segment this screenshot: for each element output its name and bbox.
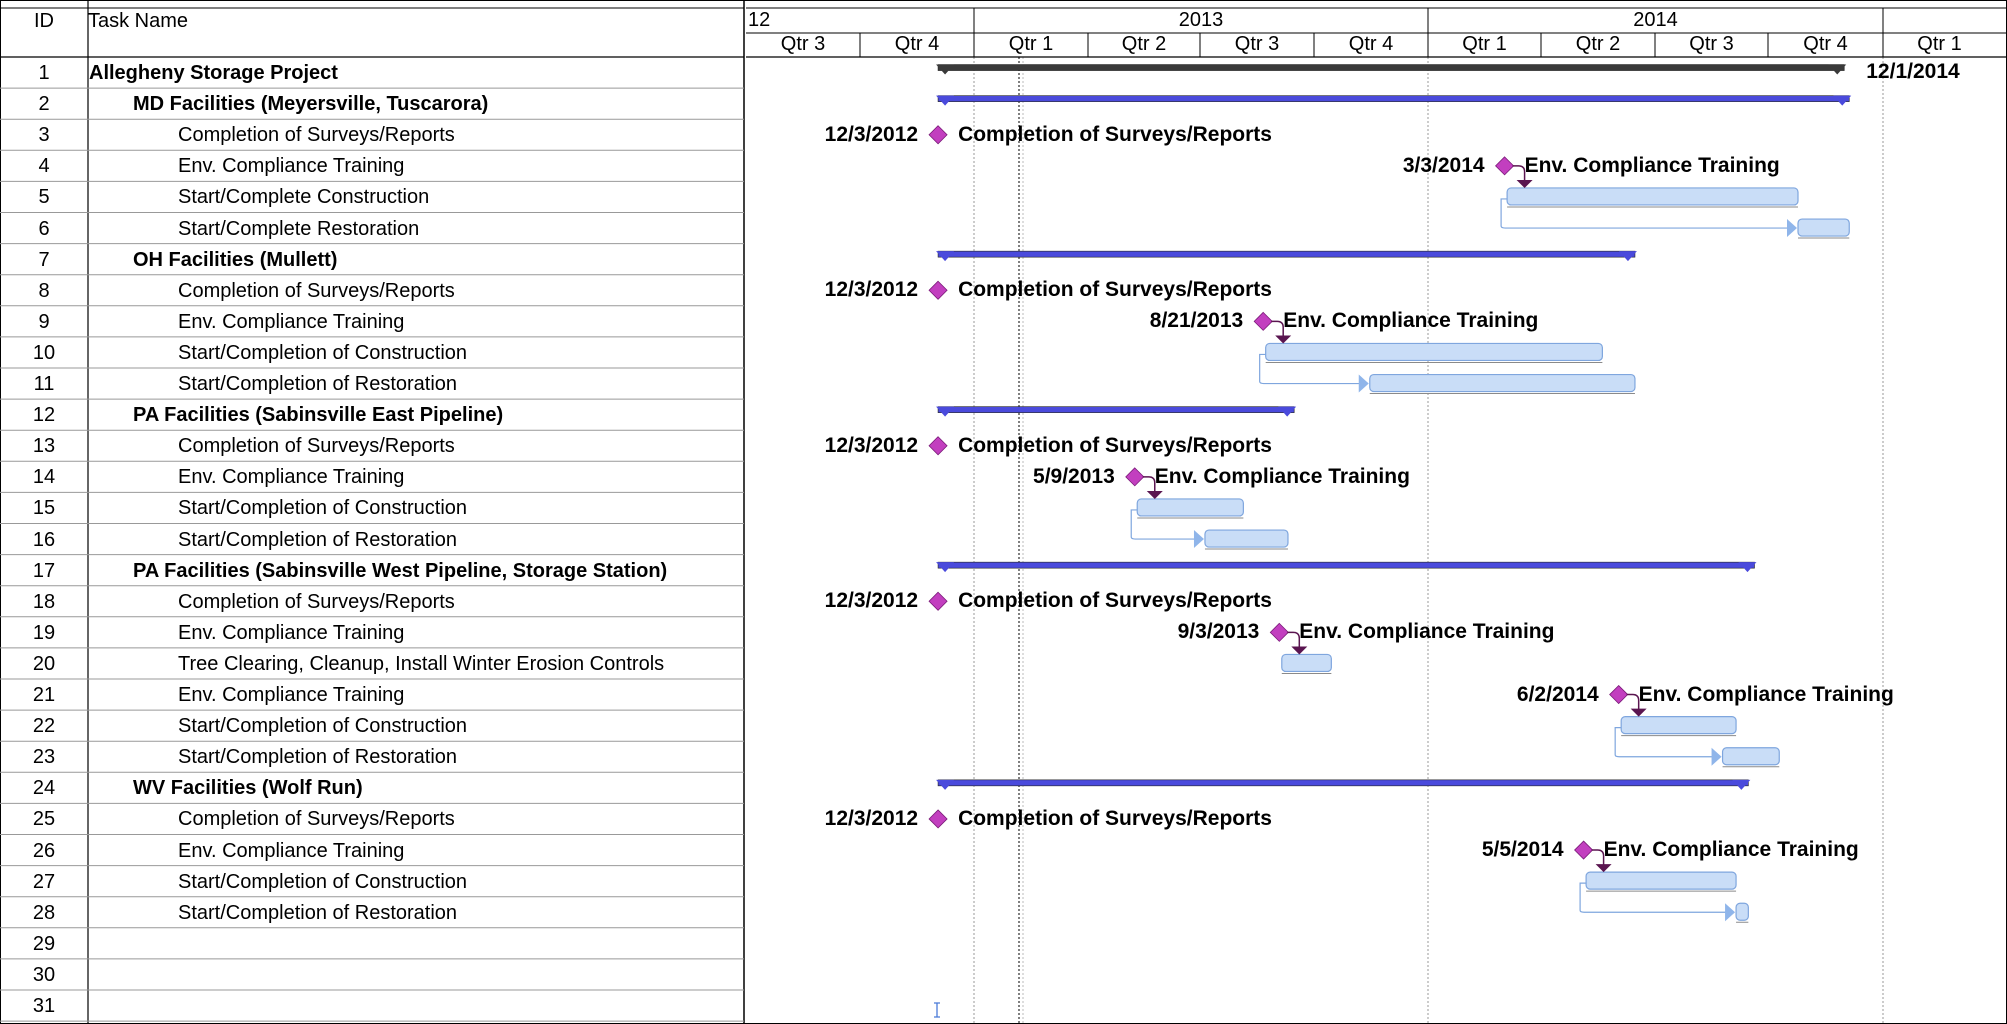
row-id[interactable]: 5 [38, 186, 50, 209]
task-bar[interactable] [1282, 654, 1332, 671]
row-id[interactable]: 15 [32, 497, 56, 520]
timescale-year: 2013 [1178, 9, 1224, 31]
milestone-name-label: Completion of Surveys/Reports [958, 278, 1272, 302]
task-name[interactable]: Completion of Surveys/Reports [178, 279, 455, 302]
finish-date-label: 12/1/2014 [1866, 59, 1960, 83]
milestone-date-label: 12/3/2012 [824, 433, 919, 457]
milestone-name-label: Env. Compliance Training [1283, 309, 1539, 333]
task-bar[interactable] [1723, 748, 1780, 765]
row-id[interactable]: 13 [32, 435, 56, 458]
task-name[interactable]: Env. Compliance Training [178, 310, 405, 333]
task-name[interactable]: Start/Completion of Construction [178, 497, 468, 520]
timescale-quarter: Qtr 3 [1234, 33, 1280, 55]
milestone-diamond[interactable] [1126, 468, 1144, 486]
task-name[interactable]: Start/Completion of Restoration [178, 746, 458, 769]
milestone-diamond[interactable] [1270, 623, 1288, 641]
task-bar[interactable] [1137, 499, 1243, 516]
task-bar[interactable] [1736, 903, 1748, 920]
summary-bar[interactable] [938, 96, 1849, 102]
task-name-column-header[interactable]: Task Name [88, 10, 189, 32]
row-id[interactable]: 12 [32, 404, 56, 427]
milestone-name-label: Env. Compliance Training [1524, 153, 1780, 177]
row-id[interactable]: 11 [33, 373, 55, 395]
text-cursor-icon [934, 1003, 940, 1017]
row-id[interactable]: 23 [32, 746, 56, 769]
milestone-name-label: Env. Compliance Training [1603, 838, 1859, 862]
row-id[interactable]: 18 [32, 590, 56, 613]
task-name[interactable]: Completion of Surveys/Reports [178, 435, 455, 458]
task-bar[interactable] [1370, 375, 1635, 392]
milestone-diamond[interactable] [1575, 841, 1593, 859]
row-id[interactable]: 9 [38, 310, 50, 333]
row-id[interactable]: 8 [38, 279, 50, 302]
task-name[interactable]: Env. Compliance Training [178, 466, 405, 489]
row-id[interactable]: 27 [32, 870, 56, 893]
milestone-date-label: 12/3/2012 [824, 122, 919, 146]
milestone-name-label: Env. Compliance Training [1154, 464, 1410, 488]
summary-task-name[interactable]: WV Facilities (Wolf Run) [133, 777, 363, 800]
timescale-quarter: Qtr 2 [1575, 33, 1621, 55]
dependency-link [1287, 632, 1299, 647]
id-column-header[interactable]: ID [34, 10, 54, 32]
milestone-date-label: 8/21/2013 [1149, 309, 1244, 333]
row-id[interactable]: 28 [32, 901, 56, 924]
milestone-diamond[interactable] [929, 592, 947, 610]
dependency-link [1513, 166, 1525, 181]
row-id[interactable]: 4 [38, 155, 50, 178]
timescale-quarter: Qtr 1 [1462, 33, 1507, 55]
dependency-arrow [1596, 864, 1612, 872]
milestone-name-label: Env. Compliance Training [1299, 620, 1555, 644]
milestone-date-label: 6/2/2014 [1516, 682, 1599, 706]
task-name[interactable]: Start/Completion of Restoration [178, 528, 458, 551]
task-name[interactable]: Tree Clearing, Cleanup, Install Winter Erosion Controls [178, 652, 665, 675]
task-name[interactable]: Start/Complete Construction [178, 186, 430, 209]
dependency-arrow [1147, 491, 1163, 499]
row-id[interactable]: 30 [32, 963, 56, 986]
summary-task-name[interactable]: PA Facilities (Sabinsville West Pipeline, Storage Station) [133, 559, 668, 582]
dependency-arrow [1194, 530, 1204, 548]
summary-task-name[interactable]: PA Facilities (Sabinsville East Pipeline) [133, 404, 504, 427]
row-id[interactable]: 16 [32, 528, 56, 551]
dependency-arrow [1725, 903, 1735, 921]
project-summary-bar[interactable] [938, 65, 1844, 71]
timescale-quarter: Qtr 3 [1689, 33, 1734, 55]
row-id[interactable]: 19 [32, 621, 56, 644]
row-id[interactable]: 2 [38, 93, 50, 116]
row-id[interactable]: 3 [38, 124, 50, 147]
task-bar[interactable] [1205, 530, 1288, 547]
timescale-quarter: Qtr 4 [1348, 33, 1394, 55]
milestone-date-label: 3/3/2014 [1402, 153, 1485, 177]
milestone-date-label: 12/3/2012 [824, 806, 919, 830]
dependency-arrow [1291, 646, 1307, 654]
dependency-arrow [1359, 375, 1369, 393]
task-name[interactable]: Start/Completion of Restoration [178, 373, 458, 395]
milestone-diamond[interactable] [929, 126, 947, 144]
dependency-arrow [1787, 219, 1797, 237]
row-id[interactable]: 14 [32, 466, 56, 489]
task-name[interactable]: Completion of Surveys/Reports [178, 808, 455, 831]
timescale-quarter: Qtr 3 [780, 33, 826, 55]
task-name[interactable]: Env. Compliance Training [178, 839, 405, 862]
summary-bar[interactable] [938, 251, 1635, 257]
row-id[interactable]: 24 [32, 777, 56, 800]
milestone-date-label: 12/3/2012 [824, 589, 919, 613]
summary-task-name[interactable]: OH Facilities (Mullett) [133, 248, 338, 271]
summary-bar[interactable] [938, 562, 1754, 568]
task-name[interactable]: Env. Compliance Training [178, 155, 405, 178]
task-name[interactable]: Start/Completion of Restoration [178, 901, 458, 924]
milestone-date-label: 5/9/2013 [1033, 464, 1115, 488]
row-id[interactable]: 21 [32, 684, 56, 706]
row-id[interactable]: 10 [32, 341, 56, 364]
timescale-quarter: Qtr 1 [1008, 33, 1054, 55]
dependency-link [1271, 321, 1283, 336]
row-id[interactable]: 31 [32, 995, 56, 1017]
task-name[interactable]: Env. Compliance Training [178, 621, 405, 644]
task-name[interactable]: Completion of Surveys/Reports [178, 590, 455, 613]
timescale-year: 2014 [1633, 9, 1678, 31]
timescale-quarter: Qtr 1 [1917, 33, 1962, 55]
task-bar[interactable] [1798, 219, 1849, 236]
milestone-diamond[interactable] [929, 810, 947, 828]
dependency-link [1143, 477, 1155, 492]
dependency-link [1627, 695, 1639, 710]
milestone-diamond[interactable] [929, 281, 947, 299]
row-id[interactable]: 1 [38, 62, 50, 84]
milestone-name-label: Env. Compliance Training [1638, 682, 1894, 706]
row-id[interactable]: 20 [32, 652, 56, 675]
milestone-name-label: Completion of Surveys/Reports [958, 433, 1272, 457]
task-bar[interactable] [1621, 717, 1736, 734]
summary-bar[interactable] [938, 407, 1294, 413]
task-name[interactable]: Start/Completion of Construction [178, 715, 468, 738]
row-id[interactable]: 6 [38, 217, 50, 240]
timescale-quarter: Qtr 4 [1803, 33, 1848, 55]
milestone-date-label: 5/5/2014 [1481, 838, 1564, 862]
project-summary-name[interactable]: Allegheny Storage Project [89, 62, 338, 84]
milestone-diamond[interactable] [1496, 157, 1514, 175]
row-id[interactable]: 26 [32, 839, 56, 862]
task-name[interactable]: Env. Compliance Training [178, 684, 405, 706]
task-bar[interactable] [1507, 188, 1798, 205]
summary-bar[interactable] [938, 780, 1748, 786]
task-bar[interactable] [1266, 343, 1603, 360]
milestone-name-label: Completion of Surveys/Reports [958, 589, 1272, 613]
row-id[interactable]: 17 [32, 559, 56, 582]
milestone-diamond[interactable] [1610, 686, 1628, 704]
row-id[interactable]: 22 [32, 715, 56, 738]
dependency-arrow [1517, 180, 1533, 188]
row-id[interactable]: 25 [32, 808, 56, 831]
milestone-diamond[interactable] [1254, 312, 1272, 330]
dependency-arrow [1275, 335, 1291, 343]
task-name[interactable]: Start/Completion of Construction [178, 341, 468, 364]
summary-task-name[interactable]: MD Facilities (Meyersville, Tuscarora) [133, 93, 489, 116]
row-id[interactable]: 7 [38, 248, 50, 271]
milestone-diamond[interactable] [929, 437, 947, 455]
milestone-date-label: 12/3/2012 [824, 278, 919, 302]
timescale-quarter: Qtr 2 [1121, 33, 1167, 55]
task-name[interactable]: Start/Complete Restoration [178, 217, 420, 240]
dependency-arrow [1631, 709, 1647, 717]
dependency-link [1592, 850, 1604, 865]
task-name[interactable]: Start/Completion of Construction [178, 870, 468, 893]
row-id[interactable]: 29 [32, 932, 56, 955]
milestone-name-label: Completion of Surveys/Reports [958, 122, 1272, 146]
timescale-quarter: Qtr 4 [894, 33, 940, 55]
milestone-date-label: 9/3/2013 [1177, 620, 1260, 644]
task-name[interactable]: Completion of Surveys/Reports [178, 124, 455, 147]
dependency-arrow [1712, 748, 1722, 766]
timescale-year: 12 [748, 9, 771, 31]
milestone-name-label: Completion of Surveys/Reports [958, 806, 1272, 830]
task-bar[interactable] [1586, 872, 1736, 889]
